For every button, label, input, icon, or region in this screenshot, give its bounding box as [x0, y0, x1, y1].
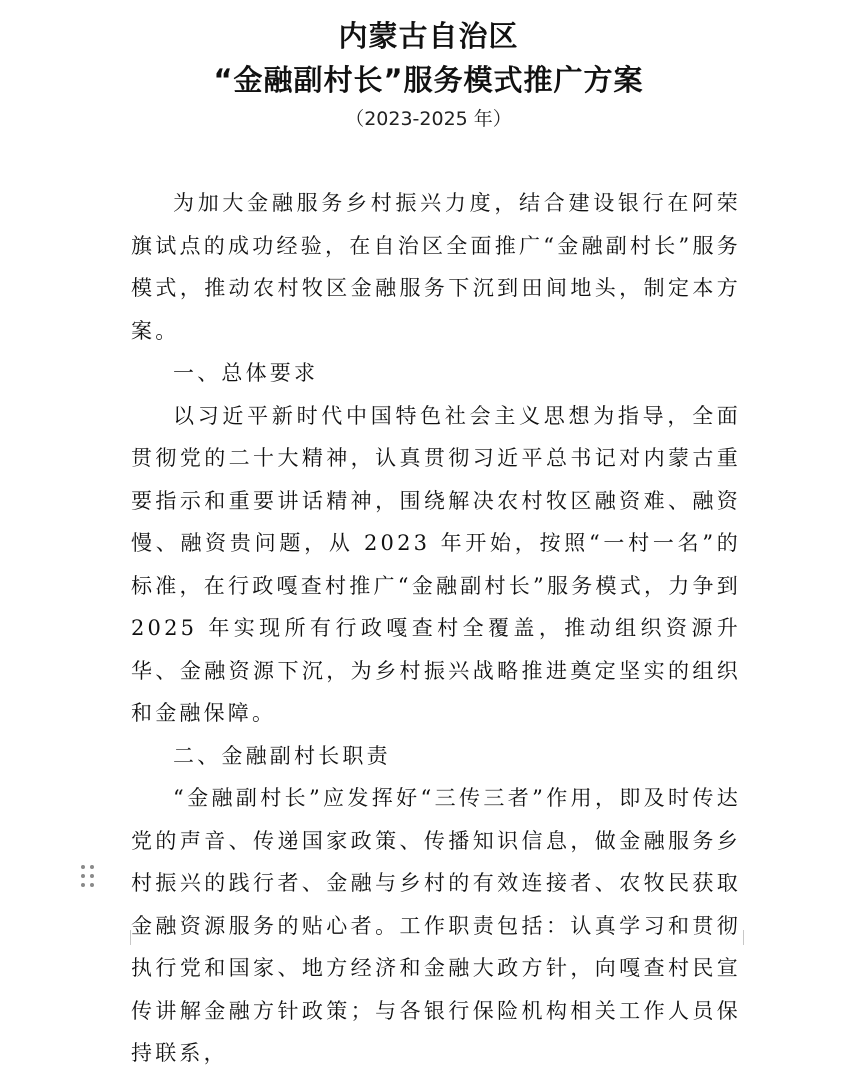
document-title-line2: “金融副村长”服务模式推广方案 [213, 63, 644, 97]
paragraph-general-requirements: 以习近平新时代中国特色社会主义思想为指导，全面贯彻党的二十大精神，认真贯彻习近平总书记对内蒙古重要指示和重要讲话精神，围绕解决农村牧区融资难、融资慢、融资贵问题，从 2023 年开始，按照“一村一名”的标准，在行政嘎查村推广“金融副村长”服务模式，力争到 2025 年实现所有行政嘎查村全覆盖，推动组织资源升华、金融资源下沉，为乡村振兴战略推进奠定坚实的组织和金融保障。 [131, 403, 741, 725]
drag-handle-icon[interactable] [80, 864, 96, 888]
paragraph-duties: “金融副村长”应发挥好“三传三者”作用，即及时传达党的声音、传递国家政策、传播知识信息，做金融服务乡村振兴的践行者、金融与乡村的有效连接者、农牧民获取金融资源服务的贴心者。工作职责包括：认真学习和贯彻执行党和国家、地方经济和金融大政方针，向嘎查村民宣传讲解金融方针政策；与各银行保险机构相关工作人员保持联系， [131, 786, 741, 1065]
document-title-line1: 内蒙古自治区 [338, 19, 519, 53]
section-heading-general-requirements: 一、总体要求 [173, 361, 319, 385]
section-heading-duties: 二、金融副村长职责 [173, 743, 391, 768]
document-body [131, 182, 741, 1075]
document-subtitle: （2023-2025 年） [345, 108, 512, 130]
paragraph-intro: 为加大金融服务乡村振兴力度，结合建设银行在阿荣旗试点的成功经验，在自治区全面推广“金融副村长”服务模式，推动农村牧区金融服务下沉到田间地头，制定本方案。 [131, 191, 741, 343]
page-margin-marker-right [743, 930, 744, 945]
page-margin-marker-left [130, 930, 131, 945]
